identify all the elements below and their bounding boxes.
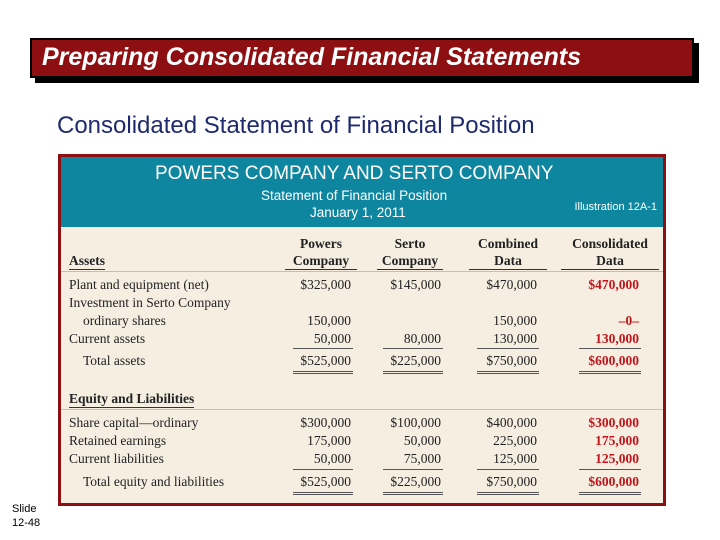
col-header-consolidated [561,235,659,270]
subtotal-rule [579,469,641,470]
total-double-rule [293,492,353,495]
value-consolidated: $600,000 [588,474,639,489]
col-header-serto [377,235,443,270]
slide-number [12,502,40,530]
value-serto: $225,000 [390,353,441,368]
value-combined: 225,000 [493,433,537,448]
value-serto: $100,000 [390,415,441,430]
divider [61,271,663,272]
value-combined: $750,000 [486,474,537,489]
equity-liabilities-header: Equity and Liabilities [69,391,195,406]
assets-header: Assets [69,253,105,268]
divider [61,409,663,410]
slide-subtitle: Consolidated Statement of Financial Position [57,112,535,139]
value-consolidated: 125,000 [595,451,639,466]
value-consolidated: 130,000 [595,331,639,346]
value-consolidated: –0– [618,313,639,328]
slide-title: Preparing Consolidated Financial Statements [42,43,582,71]
value-consolidated: $600,000 [588,353,639,368]
row-label: ordinary shares [83,313,166,328]
subtotal-rule [477,348,539,349]
col-header-line1: Combined [477,236,538,251]
slide-number-label: Slide [12,503,37,515]
col-header-line2: Company [377,252,443,270]
row-label-total: Total assets [83,353,146,368]
value-powers: $300,000 [300,415,351,430]
value-combined: $750,000 [486,353,537,368]
value-powers: 50,000 [313,451,351,466]
subtotal-rule [477,469,539,470]
value-combined: 125,000 [493,451,537,466]
value-serto: $145,000 [390,277,441,292]
value-serto: 50,000 [403,433,441,448]
row-label-total: Total equity and liabilities [83,474,225,489]
value-combined: 130,000 [493,331,537,346]
row-label: Current assets [69,331,146,346]
statement-title: Statement of Financial Position [261,188,448,203]
value-combined: 150,000 [493,313,537,328]
subtotal-rule [383,469,443,470]
value-powers: $525,000 [300,474,351,489]
row-label: Retained earnings [69,433,167,448]
col-header-line1: Consolidated [572,236,648,251]
statement-header [61,157,663,227]
value-powers: $525,000 [300,353,351,368]
value-powers: 50,000 [313,331,351,346]
row-label: Investment in Serto Company [69,295,231,310]
slide-title-bar [30,38,694,78]
col-header-line2: Data [469,252,547,270]
col-header-line1: Serto [394,236,426,251]
illustration-number: Illustration 12A-1 [574,201,657,213]
value-serto: 75,000 [403,451,441,466]
total-double-rule [579,492,641,495]
row-label: Current liabilities [69,451,164,466]
slide-number-value: 12-48 [12,517,41,529]
subtotal-rule [579,348,641,349]
value-serto: $225,000 [390,474,441,489]
statement-company: POWERS COMPANY AND SERTO COMPANY [155,163,554,184]
subtotal-rule [293,348,353,349]
total-double-rule [383,492,443,495]
col-header-powers [285,235,357,270]
total-double-rule [477,371,539,374]
value-serto: 80,000 [403,331,441,346]
row-label: Plant and equipment (net) [69,277,209,292]
total-double-rule [477,492,539,495]
value-consolidated: $470,000 [588,277,639,292]
value-consolidated: $300,000 [588,415,639,430]
col-header-combined [469,235,547,270]
statement-date: January 1, 2011 [310,205,406,220]
value-consolidated: 175,000 [595,433,639,448]
col-header-line2: Data [561,252,659,270]
col-header-line2: Company [285,252,357,270]
col-header-line1: Powers [300,236,342,251]
value-combined: $470,000 [486,277,537,292]
subtotal-rule [293,469,353,470]
total-double-rule [579,371,641,374]
total-double-rule [293,371,353,374]
value-combined: $400,000 [486,415,537,430]
value-powers: $325,000 [300,277,351,292]
value-powers: 150,000 [307,313,351,328]
value-powers: 175,000 [307,433,351,448]
total-double-rule [383,371,443,374]
financial-statement-illustration [58,154,666,506]
row-label: Share capital—ordinary [69,415,199,430]
subtotal-rule [383,348,443,349]
